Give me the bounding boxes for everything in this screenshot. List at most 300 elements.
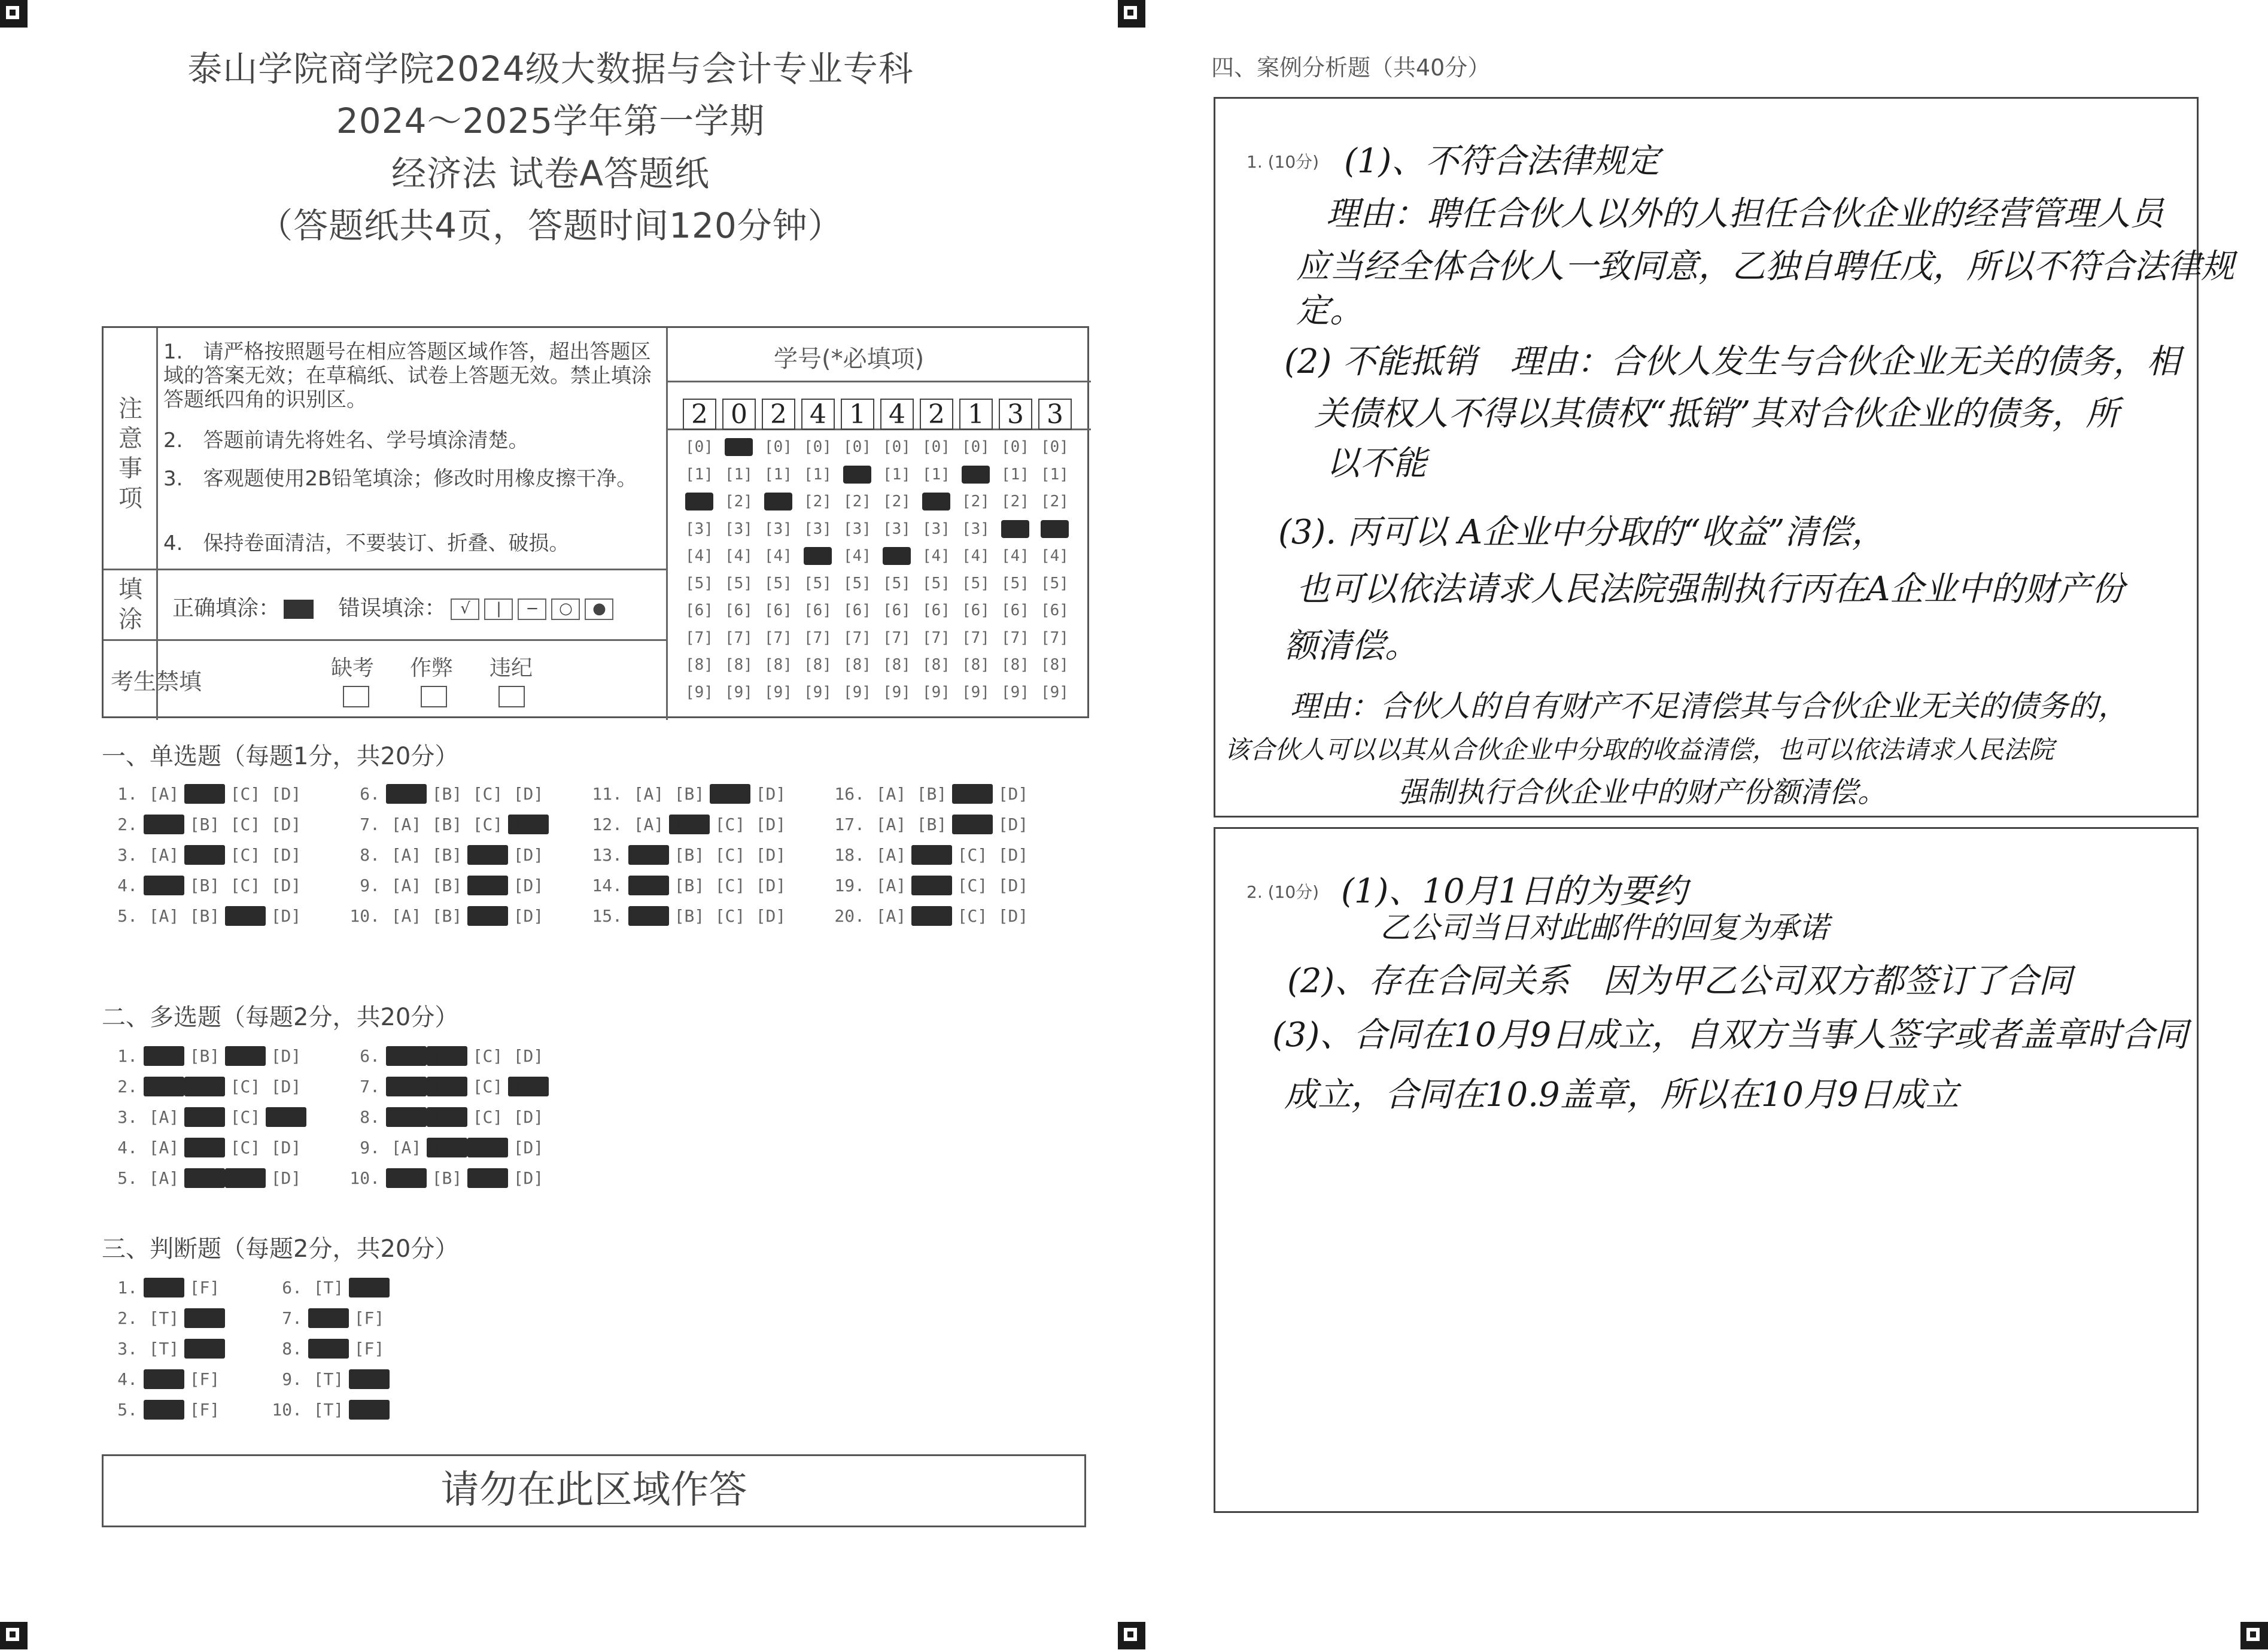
student-id-bubble[interactable]: [1] [922, 465, 950, 484]
student-id-digit-box[interactable]: 4 [880, 399, 914, 430]
answer-bubble-b[interactable]: [B] [674, 784, 705, 804]
question-number: 8. [360, 1107, 380, 1127]
answer-bubble-d[interactable]: [D] [998, 845, 1029, 865]
answer-bubble-d[interactable]: [D] [513, 1168, 544, 1188]
student-id-bubble[interactable]: [5] [962, 574, 990, 592]
answer-bubble-d[interactable]: [D] [513, 906, 544, 926]
answer-bubble-c[interactable]: [C] [715, 845, 746, 865]
question-number: 6. [360, 1046, 380, 1066]
forbid-cheat-label: 作弊 [410, 656, 454, 680]
answer-bubble-a[interactable]: [A] [148, 784, 180, 804]
answer-bubble-d[interactable]: [D] [755, 906, 786, 926]
answer-bubble-a[interactable]: [A] [386, 1168, 427, 1188]
answer-bubble-c[interactable]: [C] [472, 1046, 503, 1066]
question-row [344, 1168, 549, 1188]
student-id-bubble[interactable]: [1] [764, 465, 792, 484]
student-id-bubble[interactable]: [8] [1041, 656, 1069, 674]
answer-bubble-f[interactable]: [F] [349, 1278, 390, 1297]
student-id-bubble[interactable]: [9] [962, 683, 990, 701]
q1-line: 也可以依法请求人民法院强制执行丙在A企业中的财产份 [1296, 570, 2125, 609]
student-id-bubble[interactable]: [0] [1001, 438, 1029, 456]
student-id-bubble[interactable]: [0] [725, 438, 753, 456]
corner-mark-icon [0, 1622, 28, 1649]
student-id-bubble[interactable]: [1] [1041, 465, 1069, 484]
answer-bubble-c[interactable]: [C] [710, 784, 750, 804]
answer-bubble-d[interactable]: [D] [270, 1046, 302, 1066]
answer-bubble-f[interactable]: [F] [184, 1339, 225, 1359]
student-id-bubble[interactable]: [9] [685, 683, 713, 701]
answer-bubble-c[interactable]: [C] [715, 906, 746, 926]
wrong-sample-circle: ○ [551, 598, 580, 620]
student-id-bubble[interactable]: [1] [883, 465, 911, 484]
answer-bubble-b[interactable]: [B] [911, 906, 952, 926]
student-id-bubble[interactable]: [1] [725, 465, 753, 484]
student-id-bubble[interactable]: [7] [883, 628, 911, 647]
answer-bubble-a[interactable]: [A] [148, 845, 180, 865]
answer-bubble-d[interactable]: [D] [508, 1077, 549, 1096]
student-id-bubble[interactable]: [7] [1001, 628, 1029, 647]
answer-bubble-t[interactable]: [T] [148, 1308, 180, 1328]
student-id-bubble[interactable]: [9] [804, 683, 832, 701]
student-id-digit-box[interactable]: 2 [920, 399, 953, 430]
answer-bubble-b[interactable]: [B] [189, 876, 220, 895]
student-id-bubble[interactable]: [2] [1001, 493, 1029, 511]
answer-bubble-a[interactable]: [A] [633, 815, 664, 834]
answer-bubble-d[interactable]: [D] [998, 815, 1029, 834]
answer-bubble-a[interactable]: [A] [144, 1046, 184, 1066]
answer-bubble-d[interactable]: [D] [270, 815, 302, 834]
student-id-bubble[interactable]: [4] [1001, 547, 1029, 565]
student-id-bubble[interactable]: [1] [1001, 465, 1029, 484]
student-id-bubble[interactable]: [3] [685, 519, 713, 538]
student-id-bubble[interactable]: [4] [962, 547, 990, 565]
student-id-bubble[interactable]: [6] [764, 601, 792, 619]
student-id-bubble[interactable]: [1] [962, 465, 990, 484]
question-row [586, 876, 791, 895]
student-id-grid[interactable] [683, 399, 1090, 716]
student-id-bubble[interactable]: [2] [725, 493, 753, 511]
answer-bubble-d[interactable]: [D] [266, 1107, 306, 1127]
answer-bubble-b[interactable]: [B] [431, 1168, 463, 1188]
answer-bubble-a[interactable]: [A] [148, 1138, 180, 1157]
answer-bubble-b[interactable]: [B] [189, 815, 220, 834]
answer-bubble-c[interactable]: [C] [957, 845, 988, 865]
answer-bubble-b[interactable]: [B] [184, 1138, 225, 1157]
answer-bubble-c[interactable]: [C] [957, 906, 988, 926]
answer-bubble-d[interactable]: [D] [270, 784, 302, 804]
answer-bubble-a[interactable]: [A] [391, 906, 422, 926]
answer-bubble-a[interactable]: [A] [144, 815, 184, 834]
answer-bubble-c[interactable]: [C] [225, 1046, 266, 1066]
answer-bubble-b[interactable]: [B] [911, 876, 952, 895]
student-id-bubble[interactable]: [5] [843, 574, 871, 592]
true-false-area [102, 1278, 521, 1433]
answer-bubble-d[interactable]: [D] [513, 1107, 544, 1127]
answer-bubble-c[interactable]: [C] [230, 876, 261, 895]
answer-bubble-t[interactable]: [T] [308, 1339, 349, 1359]
answer-bubble-c[interactable]: [C] [715, 876, 746, 895]
q2-line: (1)、10月1日的为要约 [1341, 872, 1688, 911]
answer-bubble-d[interactable]: [D] [755, 815, 786, 834]
student-id-bubble[interactable]: [9] [1001, 683, 1029, 701]
student-id-bubble[interactable]: [1] [804, 465, 832, 484]
student-id-bubble[interactable]: [9] [725, 683, 753, 701]
answer-bubble-a[interactable]: [A] [391, 1138, 422, 1157]
student-id-bubble[interactable]: [5] [725, 574, 753, 592]
student-id-digit-box[interactable]: 1 [959, 399, 993, 430]
answer-bubble-a[interactable]: [A] [386, 1077, 427, 1096]
student-id-bubble[interactable]: [6] [1001, 601, 1029, 619]
question-row [102, 1046, 306, 1066]
answer-bubble-d[interactable]: [D] [270, 1168, 302, 1188]
notice-label: 注意事项 [118, 395, 142, 512]
student-id-bubble[interactable]: [0] [922, 438, 950, 456]
question-number: 3. [117, 1339, 138, 1359]
corner-mark-icon [1118, 0, 1145, 28]
answer-bubble-f[interactable]: [F] [189, 1278, 220, 1297]
question-number: 3. [117, 845, 138, 865]
answer-bubble-b[interactable]: [B] [911, 845, 952, 865]
single-choice-area [102, 784, 1089, 940]
answer-bubble-f[interactable]: [F] [354, 1308, 385, 1328]
answer-bubble-t[interactable]: [T] [144, 1369, 184, 1389]
answer-bubble-t[interactable]: [T] [148, 1339, 180, 1359]
answer-bubble-a[interactable]: [A] [391, 876, 422, 895]
student-id-bubble[interactable]: [3] [764, 519, 792, 538]
answer-bubble-a[interactable]: [A] [633, 784, 664, 804]
student-id-bubble[interactable]: [6] [922, 601, 950, 619]
student-id-bubble[interactable]: [4] [922, 547, 950, 565]
answer-bubble-a[interactable]: [A] [875, 784, 907, 804]
answer-bubble-b[interactable]: [B] [427, 1138, 467, 1157]
student-id-bubble[interactable]: [4] [725, 547, 753, 565]
answer-bubble-c[interactable]: [C] [952, 815, 993, 834]
answer-bubble-b[interactable]: [B] [431, 906, 463, 926]
student-id-bubble[interactable]: [4] [1041, 547, 1069, 565]
corner-mark-icon [2240, 1622, 2268, 1649]
student-id-bubble[interactable]: [7] [685, 628, 713, 647]
answer-bubble-a[interactable]: [A] [628, 845, 669, 865]
answer-bubble-c[interactable]: [C] [472, 784, 503, 804]
student-id-bubble[interactable]: [7] [843, 628, 871, 647]
student-id-bubble[interactable]: [4] [804, 547, 832, 565]
answer-bubble-b[interactable]: [B] [184, 784, 225, 804]
q1-line: 额清偿。 [1284, 627, 1418, 666]
question-number: 12. [592, 815, 622, 834]
student-id-bubble[interactable]: [3] [804, 519, 832, 538]
forbid-violation-checkbox[interactable] [498, 686, 525, 707]
student-id-digit-box[interactable]: 3 [999, 399, 1032, 430]
answer-bubble-t[interactable]: [T] [144, 1400, 184, 1420]
wrong-sample-check: √ [451, 598, 479, 620]
question-row [102, 1168, 306, 1188]
student-id-bubble[interactable]: [8] [962, 656, 990, 674]
answer-bubble-d[interactable]: [D] [508, 815, 549, 834]
answer-bubble-b[interactable]: [B] [674, 906, 705, 926]
answer-bubble-a[interactable]: [A] [148, 1168, 180, 1188]
answer-bubble-f[interactable]: [F] [354, 1339, 385, 1359]
answer-bubble-d[interactable]: [D] [513, 1138, 544, 1157]
answer-bubble-c[interactable]: [C] [467, 845, 508, 865]
student-id-bubble[interactable]: [6] [804, 601, 832, 619]
student-id-bubble[interactable]: [8] [764, 656, 792, 674]
answer-bubble-a[interactable]: [A] [628, 876, 669, 895]
answer-bubble-a[interactable]: [A] [144, 1077, 184, 1096]
answer-bubble-c[interactable]: [C] [952, 784, 993, 804]
answer-bubble-c[interactable]: [C] [225, 906, 266, 926]
student-id-bubble[interactable]: [8] [804, 656, 832, 674]
answer-bubble-b[interactable]: [B] [916, 784, 947, 804]
q1-line: (2) 不能抵销 理由：合伙人发生与合伙企业无关的债务，相 [1284, 342, 2181, 381]
answer-bubble-c[interactable]: [C] [230, 784, 261, 804]
student-id-bubble[interactable]: [6] [685, 601, 713, 619]
student-id-bubble[interactable]: [3] [883, 519, 911, 538]
student-id-bubble[interactable]: [2] [883, 493, 911, 511]
q1-line: 理由：聘任合伙人以外的人担任合伙企业的经营管理人员 [1326, 195, 2164, 233]
question-row [586, 784, 791, 804]
student-id-bubble[interactable]: [3] [1001, 519, 1029, 538]
student-id-bubble[interactable]: [8] [922, 656, 950, 674]
student-id-bubble[interactable]: [6] [962, 601, 990, 619]
answer-bubble-a[interactable]: [A] [148, 1107, 180, 1127]
student-id-bubble[interactable]: [7] [962, 628, 990, 647]
answer-bubble-c[interactable]: [C] [230, 815, 261, 834]
answer-bubble-a[interactable]: [A] [875, 906, 907, 926]
student-id-bubble[interactable]: [3] [1041, 519, 1069, 538]
student-id-bubble[interactable]: [0] [843, 438, 871, 456]
answer-bubble-d[interactable]: [D] [513, 784, 544, 804]
student-id-bubble[interactable]: [9] [843, 683, 871, 701]
student-id-bubble[interactable]: [2] [922, 493, 950, 511]
student-id-bubble[interactable]: [5] [883, 574, 911, 592]
answer-bubble-b[interactable]: [B] [431, 876, 463, 895]
student-id-bubble[interactable]: [5] [1001, 574, 1029, 592]
answer-bubble-b[interactable]: [B] [184, 845, 225, 865]
answer-bubble-b[interactable]: [B] [184, 1077, 225, 1096]
answer-bubble-a[interactable]: [A] [386, 784, 427, 804]
answer-bubble-b[interactable]: [B] [431, 815, 463, 834]
answer-bubble-f[interactable]: [F] [184, 1308, 225, 1328]
student-id-bubble[interactable]: [3] [725, 519, 753, 538]
answer-bubble-b[interactable]: [B] [427, 1077, 467, 1096]
wrong-sample-dot: ● [585, 598, 613, 620]
student-id-bubble[interactable]: [8] [843, 656, 871, 674]
answer-bubble-a[interactable]: [A] [875, 845, 907, 865]
question-number: 8. [360, 845, 380, 865]
answer-bubble-d[interactable]: [D] [270, 906, 302, 926]
question-row [102, 784, 306, 804]
student-id-digit-box[interactable]: 2 [762, 399, 795, 430]
answer-bubble-a[interactable]: [A] [144, 876, 184, 895]
student-id-bubble[interactable]: [2] [685, 493, 713, 511]
answer-bubble-t[interactable]: [T] [144, 1278, 184, 1297]
student-id-bubble[interactable]: [2] [764, 493, 792, 511]
student-id-bubble[interactable]: [3] [962, 519, 990, 538]
student-id-bubble[interactable]: [0] [962, 438, 990, 456]
answer-bubble-c[interactable]: [C] [472, 1077, 503, 1096]
answer-bubble-a[interactable]: [A] [386, 1107, 427, 1127]
q1-line: 该合伙人可以以其从合伙企业中分取的收益清偿，也可以依法请求人民法院 [1224, 735, 2054, 764]
student-id-digit-box[interactable]: 2 [683, 399, 716, 430]
question-number: 7. [360, 1077, 380, 1096]
answer-bubble-d[interactable]: [D] [755, 845, 786, 865]
student-id-bubble[interactable]: [2] [804, 493, 832, 511]
answer-bubble-b[interactable]: [B] [916, 815, 947, 834]
question-row [266, 1308, 390, 1328]
answer-bubble-c[interactable]: [C] [467, 1138, 508, 1157]
answer-bubble-c[interactable]: [C] [230, 1138, 261, 1157]
forbid-absent-label: 缺考 [331, 656, 375, 680]
answer-bubble-b[interactable]: [B] [431, 784, 463, 804]
q1-line: 应当经全体合伙人一致同意，乙独自聘任戊，所以不符合法律规 [1296, 247, 2234, 286]
student-id-bubble[interactable]: [2] [1041, 493, 1069, 511]
student-id-bubble[interactable]: [9] [1041, 683, 1069, 701]
answer-bubble-a[interactable]: [A] [391, 815, 422, 834]
question-row [102, 1077, 306, 1096]
student-id-bubble[interactable]: [1] [843, 465, 871, 484]
answer-bubble-d[interactable]: [D] [998, 876, 1029, 895]
answer-bubble-a[interactable]: [A] [875, 876, 907, 895]
forbid-absent-checkbox[interactable] [343, 686, 369, 707]
student-id-bubble[interactable]: [0] [804, 438, 832, 456]
student-id-bubble[interactable]: [1] [685, 465, 713, 484]
answer-bubble-d[interactable]: [D] [513, 845, 544, 865]
student-id-bubble[interactable]: [7] [922, 628, 950, 647]
student-id-bubble[interactable]: [7] [804, 628, 832, 647]
student-id-bubble[interactable]: [4] [685, 547, 713, 565]
student-id-bubble[interactable]: [6] [725, 601, 753, 619]
answer-bubble-a[interactable]: [A] [628, 906, 669, 926]
answer-bubble-t[interactable]: [T] [313, 1369, 344, 1389]
question-number: 7. [282, 1308, 302, 1328]
question-row [344, 906, 549, 926]
answer-bubble-d[interactable]: [D] [270, 1138, 302, 1157]
student-id-bubble[interactable]: [3] [922, 519, 950, 538]
answer-bubble-b[interactable]: [B] [427, 1046, 467, 1066]
student-id-bubble[interactable]: [9] [883, 683, 911, 701]
answer-bubble-c[interactable]: [C] [467, 1168, 508, 1188]
answer-bubble-d[interactable]: [D] [270, 1077, 302, 1096]
answer-bubble-b[interactable]: [B] [427, 1107, 467, 1127]
student-id-bubble[interactable]: [6] [1041, 601, 1069, 619]
answer-bubble-d[interactable]: [D] [513, 876, 544, 895]
answer-bubble-a[interactable]: [A] [148, 906, 180, 926]
notice-box [102, 326, 1089, 718]
answer-bubble-d[interactable]: [D] [513, 1046, 544, 1066]
answer-bubble-c[interactable]: [C] [715, 815, 746, 834]
answer-bubble-c[interactable]: [C] [472, 815, 503, 834]
answer-bubble-b[interactable]: [B] [674, 876, 705, 895]
answer-bubble-b[interactable]: [B] [189, 1046, 220, 1066]
answer-bubble-c[interactable]: [C] [467, 906, 508, 926]
answer-bubble-b[interactable]: [B] [184, 1107, 225, 1127]
q2-line: (3)、合同在10月9日成立，自双方当事人签字或者盖章时合同 [1272, 1016, 2188, 1055]
answer-bubble-c[interactable]: [C] [230, 845, 261, 865]
student-id-bubble[interactable]: [6] [883, 601, 911, 619]
student-id-bubble[interactable]: [4] [843, 547, 871, 565]
student-id-bubble[interactable]: [5] [685, 574, 713, 592]
student-id-bubble[interactable]: [5] [922, 574, 950, 592]
answer-bubble-d[interactable]: [D] [998, 906, 1029, 926]
answer-bubble-d[interactable]: [D] [270, 845, 302, 865]
student-id-bubble[interactable]: [4] [764, 547, 792, 565]
student-id-bubble[interactable]: [3] [843, 519, 871, 538]
wrong-sample-bar: | [484, 598, 513, 620]
forbid-cheat-checkbox[interactable] [421, 686, 447, 707]
answer-box-q1[interactable] [1214, 97, 2234, 818]
student-id-bubble[interactable]: [4] [883, 547, 911, 565]
answer-bubble-f[interactable]: [F] [189, 1400, 220, 1420]
answer-bubble-b[interactable]: [B] [674, 845, 705, 865]
student-id-bubble[interactable]: [5] [1041, 574, 1069, 592]
answer-bubble-t[interactable]: [T] [313, 1400, 344, 1420]
answer-bubble-a[interactable]: [A] [386, 1046, 427, 1066]
question-number: 2. [117, 1308, 138, 1328]
answer-bubble-d[interactable]: [D] [270, 876, 302, 895]
q1-label: 1. (10分) [1247, 152, 1320, 172]
student-id-bubble[interactable]: [0] [764, 438, 792, 456]
student-id-bubble[interactable]: [0] [883, 438, 911, 456]
student-id-bubble[interactable]: [7] [1041, 628, 1069, 647]
answer-bubble-b[interactable]: [B] [669, 815, 710, 834]
answer-bubble-c[interactable]: [C] [467, 876, 508, 895]
answer-bubble-c[interactable]: [C] [230, 1077, 261, 1096]
student-id-bubble[interactable]: [9] [764, 683, 792, 701]
answer-bubble-d[interactable]: [D] [755, 784, 786, 804]
answer-bubble-a[interactable]: [A] [391, 845, 422, 865]
answer-bubble-b[interactable]: [B] [189, 906, 220, 926]
student-id-digit-box[interactable]: 3 [1038, 399, 1072, 430]
student-id-bubble[interactable]: [0] [1041, 438, 1069, 456]
student-id-bubble[interactable]: [8] [685, 656, 713, 674]
student-id-bubble[interactable]: [5] [804, 574, 832, 592]
answer-bubble-a[interactable]: [A] [875, 815, 907, 834]
answer-bubble-f[interactable]: [F] [189, 1369, 220, 1389]
answer-bubble-d[interactable]: [D] [755, 876, 786, 895]
answer-bubble-c[interactable]: [C] [230, 1107, 261, 1127]
answer-bubble-c[interactable]: [C] [225, 1168, 266, 1188]
student-id-bubble[interactable]: [2] [843, 493, 871, 511]
answer-bubble-f[interactable]: [F] [349, 1400, 390, 1420]
answer-bubble-t[interactable]: [T] [308, 1308, 349, 1328]
student-id-bubble[interactable]: [7] [725, 628, 753, 647]
answer-bubble-b[interactable]: [B] [431, 845, 463, 865]
student-id-bubble[interactable]: [9] [922, 683, 950, 701]
student-id-bubble[interactable]: [8] [725, 656, 753, 674]
student-id-bubble[interactable]: [7] [764, 628, 792, 647]
answer-bubble-b[interactable]: [B] [184, 1168, 225, 1188]
answer-box-q2[interactable] [1214, 827, 2199, 1513]
answer-bubble-d[interactable]: [D] [998, 784, 1029, 804]
answer-bubble-f[interactable]: [F] [349, 1369, 390, 1389]
student-id-bubble[interactable]: [0] [685, 438, 713, 456]
student-id-bubble[interactable]: [5] [764, 574, 792, 592]
answer-bubble-t[interactable]: [T] [313, 1278, 344, 1297]
student-id-digit-box[interactable]: 0 [722, 399, 756, 430]
student-id-digit-box[interactable]: 4 [801, 399, 835, 430]
student-id-bubble[interactable]: [6] [843, 601, 871, 619]
question-number: 4. [117, 1369, 138, 1389]
student-id-digit-box[interactable]: 1 [841, 399, 874, 430]
case-analysis-title: 四、案例分析题（共40分） [1211, 54, 1491, 81]
answer-bubble-c[interactable]: [C] [957, 876, 988, 895]
student-id-bubble[interactable]: [2] [962, 493, 990, 511]
wrong-fill-label: 错误填涂： [338, 596, 446, 621]
answer-bubble-c[interactable]: [C] [472, 1107, 503, 1127]
exam-school-title: 泰山学院商学院2024级大数据与会计专业专科 [187, 48, 914, 89]
student-id-bubble[interactable]: [8] [883, 656, 911, 674]
student-id-bubble[interactable]: [8] [1001, 656, 1029, 674]
